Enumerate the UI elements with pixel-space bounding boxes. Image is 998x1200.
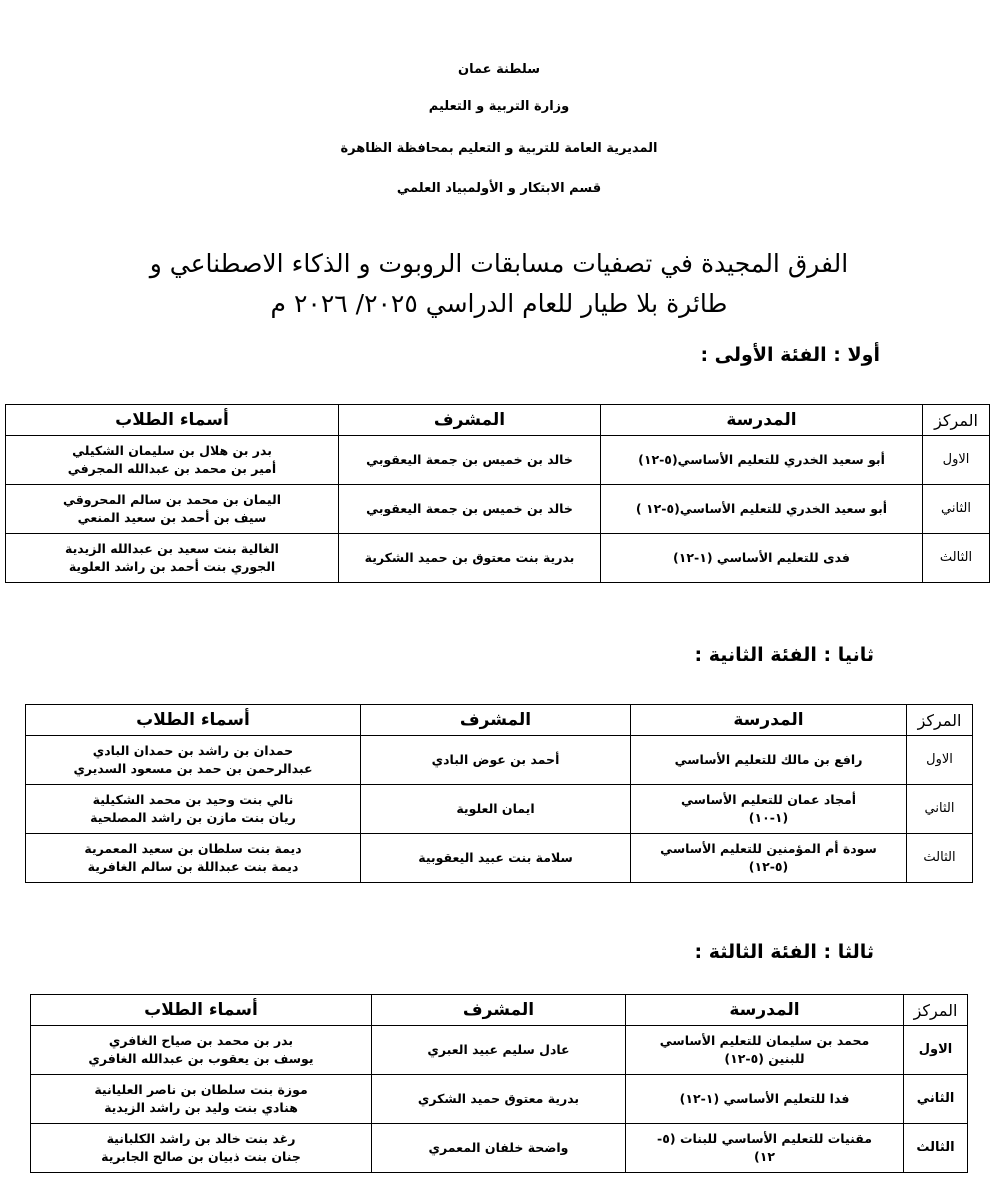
school-cell: رافع بن مالك للتعليم الأساسي [631, 736, 907, 785]
school-cell: فدا للتعليم الأساسي (١-١٢) [626, 1075, 904, 1124]
column-header-rank: المركز [907, 705, 973, 736]
document-title [0, 244, 998, 324]
school-cell: فدى للتعليم الأساسي (١-١٢) [601, 534, 923, 583]
rank-cell: الاول [904, 1026, 968, 1075]
category-3-title: ثالثا : الفئة الثالثة : [694, 941, 874, 963]
column-header-students: أسماء الطلاب [31, 995, 372, 1026]
supervisor-cell: عادل سليم عبيد العبري [372, 1026, 626, 1075]
school-cell: أبو سعيد الخدري للتعليم الأساسي(٥-١٢) [601, 436, 923, 485]
school-cell: سودة أم المؤمنين للتعليم الأساسي (٥-١٢) [631, 834, 907, 883]
table-row [26, 736, 973, 785]
column-header-school: المدرسة [631, 705, 907, 736]
supervisor-cell: بدرية بنت معتوق بن حميد الشكرية [339, 534, 601, 583]
column-header-supervisor: المشرف [361, 705, 631, 736]
results-table-category-2 [25, 704, 973, 883]
supervisor-cell: سلامة بنت عبيد اليعقوبية [361, 834, 631, 883]
header-department: قسم الابتكار و الأولمبياد العلمي [396, 181, 602, 196]
school-cell: أمجاد عمان للتعليم الأساسي (١-١٠) [631, 785, 907, 834]
students-cell: رغد بنت خالد بن راشد الكلبانية جنان بنت ذبيان بن صالح الجابرية [31, 1124, 372, 1173]
rank-cell: الاول [923, 436, 990, 485]
supervisor-cell: واضحة خلفان المعمري [372, 1124, 626, 1173]
rank-cell: الثالث [907, 834, 973, 883]
table-row [6, 534, 990, 583]
school-cell: مقنيات للتعليم الأساسي للبنات (٥- ١٢) [626, 1124, 904, 1173]
students-cell: موزة بنت سلطان بن ناصر العليانية هنادي بنت وليد بن راشد الزيدية [31, 1075, 372, 1124]
column-header-students: أسماء الطلاب [26, 705, 361, 736]
results-table-category-3 [30, 994, 968, 1173]
rank-cell: الثاني [904, 1075, 968, 1124]
rank-cell: الثالث [923, 534, 990, 583]
supervisor-cell: ايمان العلوية [361, 785, 631, 834]
supervisor-cell: خالد بن خميس بن جمعة اليعقوبي [339, 485, 601, 534]
rank-cell: الثاني [923, 485, 990, 534]
table-row [26, 785, 973, 834]
column-header-school: المدرسة [626, 995, 904, 1026]
table-row [6, 436, 990, 485]
document-title-line-1: الفرق المجيدة في تصفيات مسابقات الروبوت و الذكاء الاصطناعي و [149, 249, 849, 278]
rank-cell: الثاني [907, 785, 973, 834]
students-cell: نالي بنت وحيد بن محمد الشكيلية ريان بنت مازن بن راشد المصلحية [26, 785, 361, 834]
students-cell: حمدان بن راشد بن حمدان البادي عبدالرحمن بن حمد بن مسعود السديري [26, 736, 361, 785]
table-row [31, 1026, 968, 1075]
students-cell: بدر بن محمد بن صياح الغافري يوسف بن يعقوب بن عبدالله الغافري [31, 1026, 372, 1075]
column-header-students: أسماء الطلاب [6, 405, 339, 436]
column-header-school: المدرسة [601, 405, 923, 436]
students-cell: ديمة بنت سلطان بن سعيد المعمرية ديمة بنت عبداللة بن سالم الغافرية [26, 834, 361, 883]
table-header-row [26, 705, 973, 736]
table-header-row [31, 995, 968, 1026]
document-title-line-2: طائرة بلا طيار للعام الدراسي ٢٠٢٥/ ٢٠٢٦ م [270, 289, 728, 318]
table-row [26, 834, 973, 883]
supervisor-cell: أحمد بن عوض البادي [361, 736, 631, 785]
header-ministry: وزارة التربية و التعليم [428, 99, 570, 114]
school-cell: محمد بن سليمان للتعليم الأساسي للبنين (٥-١٢) [626, 1026, 904, 1075]
table-row [6, 485, 990, 534]
rank-cell: الاول [907, 736, 973, 785]
supervisor-cell: خالد بن خميس بن جمعة اليعقوبي [339, 436, 601, 485]
school-cell: أبو سعيد الخدري للتعليم الأساسي(٥-١٢ ) [601, 485, 923, 534]
column-header-rank: المركز [923, 405, 990, 436]
students-cell: بدر بن هلال بن سليمان الشكيلي أمير بن محمد بن عبدالله المجرفي [6, 436, 339, 485]
students-cell: الغالية بنت سعيد بن عبدالله الزيدية الجوري بنت أحمد بن راشد العلوية [6, 534, 339, 583]
column-header-supervisor: المشرف [372, 995, 626, 1026]
supervisor-cell: بدرية معتوق حميد الشكري [372, 1075, 626, 1124]
header-ministry-country: سلطنة عمان [457, 62, 541, 77]
results-table-category-1 [5, 404, 990, 583]
column-header-supervisor: المشرف [339, 405, 601, 436]
category-1-title: أولا : الفئة الأولى : [700, 344, 880, 366]
category-2-title: ثانيا : الفئة الثانية : [694, 644, 874, 666]
column-header-rank: المركز [904, 995, 968, 1026]
table-row [31, 1075, 968, 1124]
rank-cell: الثالث [904, 1124, 968, 1173]
table-header-row [6, 405, 990, 436]
table-row [31, 1124, 968, 1173]
students-cell: اليمان بن محمد بن سالم المحروقي سيف بن أحمد بن سعيد المنعي [6, 485, 339, 534]
header-directorate: المديرية العامة للتربية و التعليم بمحافظة الظاهرة [340, 141, 658, 156]
